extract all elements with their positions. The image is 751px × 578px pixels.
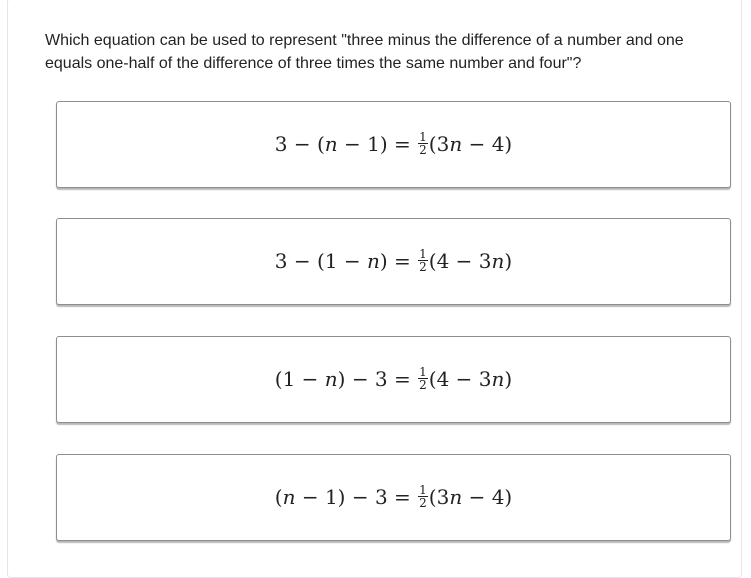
equation: 3 − (1 − n) = $\frac{1}{2}$ (4 − 3n) — [274, 246, 513, 274]
answer-option-3[interactable] — [56, 336, 731, 423]
answer-option-2[interactable] — [56, 218, 731, 305]
answer-option-1[interactable] — [56, 101, 731, 188]
question-line-1: Which equation can be used to represent "three minus the difference of a number and one — [45, 32, 684, 49]
fraction-one-half: $\frac{1}{2}$ — [419, 246, 427, 274]
equation: 3 − (n − 1) = $\frac{1}{2}$ (3n − 4) — [274, 129, 513, 157]
question-line-2: equals one-half of the difference of three times the same number and four"? — [45, 55, 582, 72]
fraction-one-half: $\frac{1}{2}$ — [419, 129, 427, 157]
equation: (1 − n) − 3 = $\frac{1}{2}$ (4 − 3n) — [274, 364, 513, 392]
equation: (n − 1) − 3 = $\frac{1}{2}$ (3n − 4) — [274, 482, 513, 510]
fraction-one-half: $\frac{1}{2}$ — [419, 364, 427, 392]
fraction-one-half: $\frac{1}{2}$ — [419, 482, 427, 510]
answer-option-4[interactable] — [56, 454, 731, 541]
answer-options — [56, 101, 731, 571]
question-text — [45, 29, 725, 75]
